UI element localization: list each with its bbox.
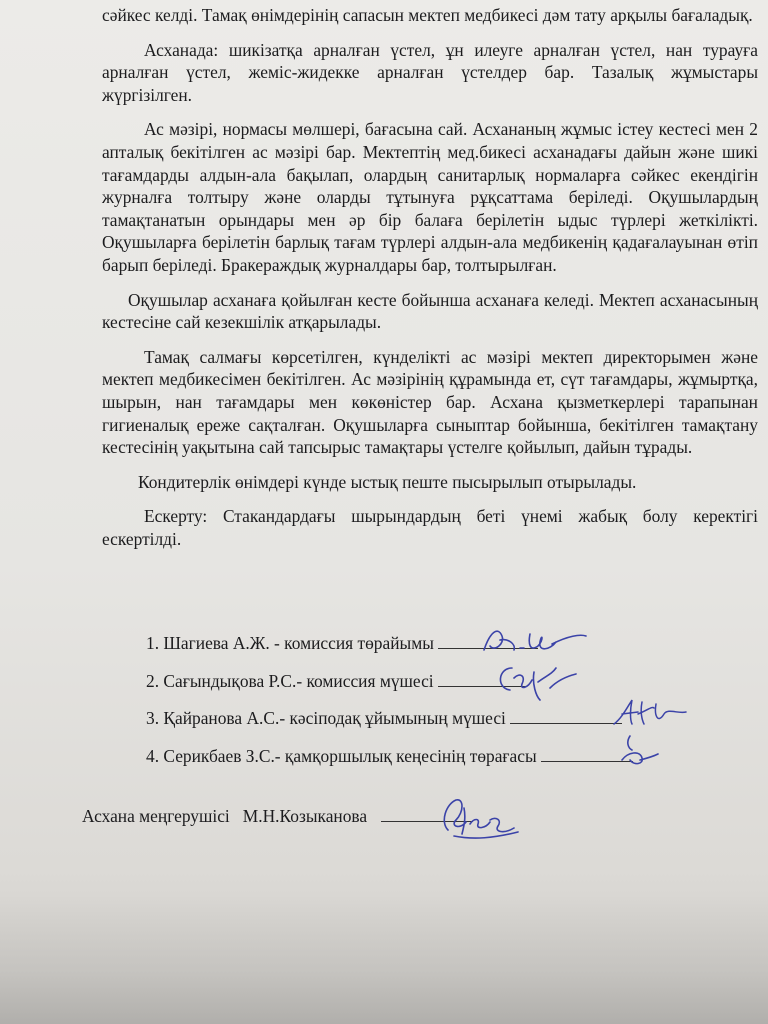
document-body bbox=[102, 4, 758, 562]
page-shadow bbox=[0, 894, 768, 1024]
manager-text: Асхана меңгерушісі М.Н.Козыканова bbox=[82, 806, 368, 826]
paragraph-schedule: Оқушылар асханаға қойылған кесте бойынша асханаға келеді. Мектеп асханасының кестесіне сай кезекшілік атқарылады. bbox=[102, 289, 758, 333]
paragraph-daily-menu: Тамақ салмағы көрсетілген, күнделікті ас мәзірі мектеп директорымен және мектеп медбикесімен бекітілген. Ас мәзірінің құрамында ет, сүт тағамдары, жұмыртқа, шырын, нан тағамдары мен көкөністер бар. Асхана қызметкерлері тарапынан гигиеналық ереже сақталған. Оқушыларға сыныптар бойынша, бекітілген тамақтану кестесінің уақытына сай тапсырыс тамақтары үстелге қойылып, дайын тұрады. bbox=[102, 346, 758, 458]
signature-scrawl-3 bbox=[608, 694, 688, 734]
paragraph-canteen-tables: Асханада: шикізатқа арналған үстел, ұн илеуге арналған үстел, нан турауға арналған үстел, жеміс-жидекке арналған үстелдер бар. Тазалық жұмыстары жүргізілген. bbox=[102, 39, 758, 105]
signature-scrawl-2 bbox=[490, 658, 580, 702]
signatory-row-2 bbox=[146, 670, 526, 692]
signatory-row-3 bbox=[146, 707, 622, 729]
manager-row bbox=[82, 805, 473, 827]
signatory-4-text: 4. Серикбаев З.С.- қамқоршылық кеңесінің төрағасы bbox=[146, 746, 537, 766]
signatory-1-text: 1. Шагиева А.Ж. - комиссия төрайымы bbox=[146, 633, 434, 653]
paragraph-menu: Ас мәзірі, нормасы мөлшері, бағасына сай. Асхананың жұмыс істеу кестесі мен 2 апталық бекітілген ас мәзірі бар. Мектептің мед.бикесі асханадағы дайын және шикі тағамдарды алдын-ала бақылап, олардың санитарлық нормаларға сәйкес екендігін журналға толтыру және оларды тұтынуға рұқсаттама беріледі. Оқушылардың тамақтанатын орындары мен әр бір балаға берілетін ыдыс түрлері жеткілікті. Оқушыларға берілетін барлық тағам түрлері алдын-ала медбикенің қадағалауынан өтіп барып беріледі. Бракераждық журналдары бар, толтырылған. bbox=[102, 119, 758, 275]
paragraph-continuation: сәйкес келді. Тамақ өнімдерінің сапасын мектеп медбикесі дәм тату арқылы бағаладық. bbox=[102, 5, 753, 25]
signatory-3-text: 3. Қайранова А.С.- кәсіподақ ұйымының мүшесі bbox=[146, 708, 506, 728]
signature-scrawl-1 bbox=[480, 622, 590, 662]
signature-line bbox=[510, 707, 622, 724]
signature-scrawl-manager bbox=[434, 790, 530, 844]
paragraph-note: Ескерту: Стакандардағы шырындардың беті үнемі жабық болу керектігі ескертілді. bbox=[102, 506, 758, 549]
signatory-row-4 bbox=[146, 745, 633, 767]
paragraph-confectionery: Кондитерлік өнімдері күнде ыстық пеште пысырылып отырылады. bbox=[138, 471, 637, 492]
signatory-2-text: 2. Сағындықова Р.С.- комиссия мүшесі bbox=[146, 671, 434, 691]
signature-scrawl-4 bbox=[614, 730, 664, 772]
